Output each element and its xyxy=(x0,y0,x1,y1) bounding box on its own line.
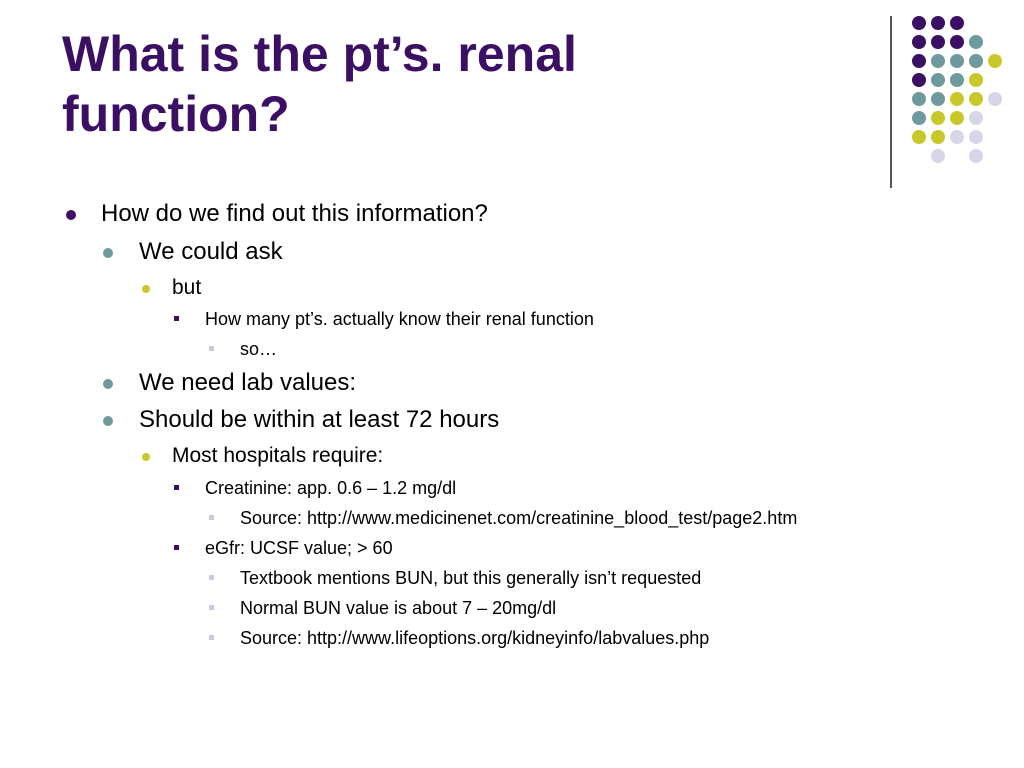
bullet-text: We could ask xyxy=(139,238,283,265)
bullet-text: Should be within at least 72 hours xyxy=(139,406,500,433)
bullet-marker-icon xyxy=(103,416,113,426)
bullet-marker-icon xyxy=(209,575,214,580)
bullet-marker-icon xyxy=(142,285,150,293)
bullet-text: Normal BUN value is about 7 – 20mg/dl xyxy=(240,598,557,618)
bullet-text: How many pt’s. actually know their renal function xyxy=(205,309,594,329)
bullet-marker-icon xyxy=(174,316,179,321)
slide-title-line-2: function? xyxy=(62,86,290,142)
bullet-text: Source: http://www.lifeoptions.org/kidneyinfo/labvalues.php xyxy=(240,628,710,648)
bullet-text: eGfr: UCSF value; > 60 xyxy=(205,538,393,558)
bullet-marker-icon xyxy=(142,453,150,461)
slide-title-line-1: What is the pt’s. renal xyxy=(62,26,577,82)
bullet-marker-icon xyxy=(174,485,179,490)
bullet-text: How do we find out this information? xyxy=(101,200,488,227)
bullet-marker-icon xyxy=(209,605,214,610)
bullet-marker-icon xyxy=(209,346,214,351)
bullet-text: Creatinine: app. 0.6 – 1.2 mg/dl xyxy=(205,478,457,498)
bullet-text: Textbook mentions BUN, but this generally isn’t requested xyxy=(240,568,702,588)
bullet-text: Source: http://www.medicinenet.com/creatinine_blood_test/page2.htm xyxy=(240,508,798,528)
bullet-marker-icon xyxy=(209,635,214,640)
bullet-text: We need lab values: xyxy=(139,369,357,396)
bullet-text: but xyxy=(172,276,202,299)
bullet-marker-icon xyxy=(66,210,76,220)
bullet-text: Most hospitals require: xyxy=(172,444,384,467)
bullet-marker-icon xyxy=(174,545,179,550)
bullet-marker-icon xyxy=(103,379,113,389)
bullet-text: so… xyxy=(240,339,278,359)
bullet-marker-icon xyxy=(103,248,113,258)
bullet-marker-icon xyxy=(209,515,214,520)
